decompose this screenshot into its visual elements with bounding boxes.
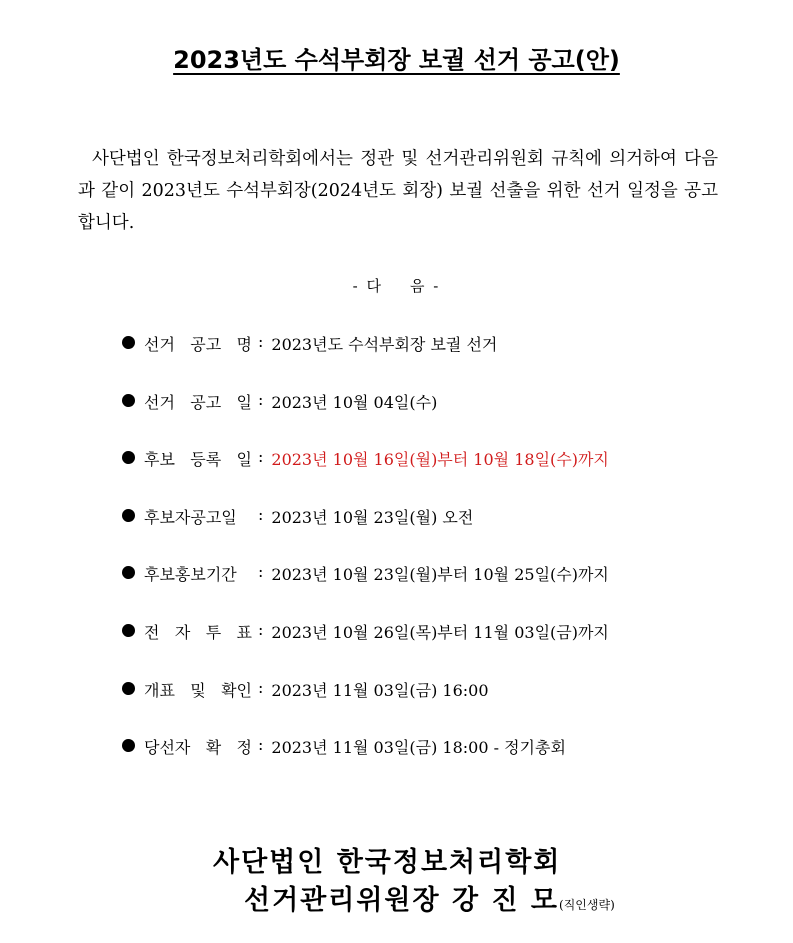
schedule-item-candidate-announcement xyxy=(122,505,609,563)
page-title: 2023년도 수석부회장 보궐 선거 공고(안) xyxy=(173,46,620,74)
schedule-item-electronic-voting xyxy=(122,620,609,678)
colon: : xyxy=(258,332,264,351)
bullet-icon xyxy=(122,739,135,752)
colon: : xyxy=(258,389,264,409)
bullet-icon xyxy=(122,682,135,695)
schedule-label: 전 자 투 표 xyxy=(144,622,252,642)
schedule-value-highlighted: 2023년 10월 16일(월)부터 10월 18일(수)까지 xyxy=(271,450,609,470)
bullet-icon xyxy=(122,336,135,349)
schedule-value: 2023년 10월 23일(월)부터 10월 25일(수)까지 xyxy=(271,565,609,585)
schedule-label: 후보자공고일 xyxy=(144,507,237,527)
organization-name: 사단법인 한국정보처리학회 xyxy=(213,847,562,878)
schedule-item-announcement-name xyxy=(122,332,609,390)
schedule-item-counting xyxy=(122,678,609,736)
chair-name: 선거관리위원장 강 진 모 xyxy=(244,885,560,916)
colon: : xyxy=(258,562,264,582)
schedule-label: 후보 등록 일 xyxy=(144,450,252,470)
schedule-value: 2023년도 수석부회장 보궐 선거 xyxy=(271,335,498,354)
schedule-item-winner-confirmation xyxy=(122,735,609,793)
schedule-label: 당선자 확 정 xyxy=(144,738,252,758)
bullet-icon xyxy=(122,451,135,464)
schedule-value: 2023년 10월 26일(목)부터 11월 03일(금)까지 xyxy=(271,622,609,642)
bullet-icon xyxy=(122,394,135,407)
schedule-label: 개표 및 확인 xyxy=(144,680,252,700)
colon: : xyxy=(258,677,264,697)
section-heading: - 다 음 - xyxy=(352,277,441,295)
schedule-item-campaign-period xyxy=(122,562,609,620)
schedule-label: 선거 공고 일 xyxy=(144,392,252,412)
colon: : xyxy=(258,619,264,639)
schedule-item-candidate-registration xyxy=(122,447,609,505)
schedule-value: 2023년 11월 03일(금) 18:00 - 정기총회 xyxy=(271,738,566,758)
schedule-value: 2023년 10월 23일(월) 오전 xyxy=(271,507,474,527)
schedule-value: 2023년 10월 04일(수) xyxy=(271,392,438,412)
signature-line xyxy=(244,878,615,917)
bullet-icon xyxy=(122,624,135,637)
colon: : xyxy=(258,735,264,755)
intro-paragraph: 사단법인 한국정보처리학회에서는 정관 및 선거관리위원회 규칙에 의거하여 다음과 같이 2023년도 수석부회장(2024년도 회장) 보궐 선출을 위한 선거 일정을 공고합니다. xyxy=(78,149,718,233)
schedule-list xyxy=(122,332,609,793)
colon: : xyxy=(258,447,264,467)
schedule-item-announcement-date xyxy=(122,390,609,448)
schedule-value: 2023년 11월 03일(금) 16:00 xyxy=(271,680,489,700)
colon: : xyxy=(258,504,264,524)
bullet-icon xyxy=(122,566,135,579)
schedule-label: 후보홍보기간 xyxy=(144,565,237,585)
schedule-label: 선거 공고 명 xyxy=(144,335,252,354)
bullet-icon xyxy=(122,509,135,522)
seal-note: (직인생략) xyxy=(559,898,615,912)
